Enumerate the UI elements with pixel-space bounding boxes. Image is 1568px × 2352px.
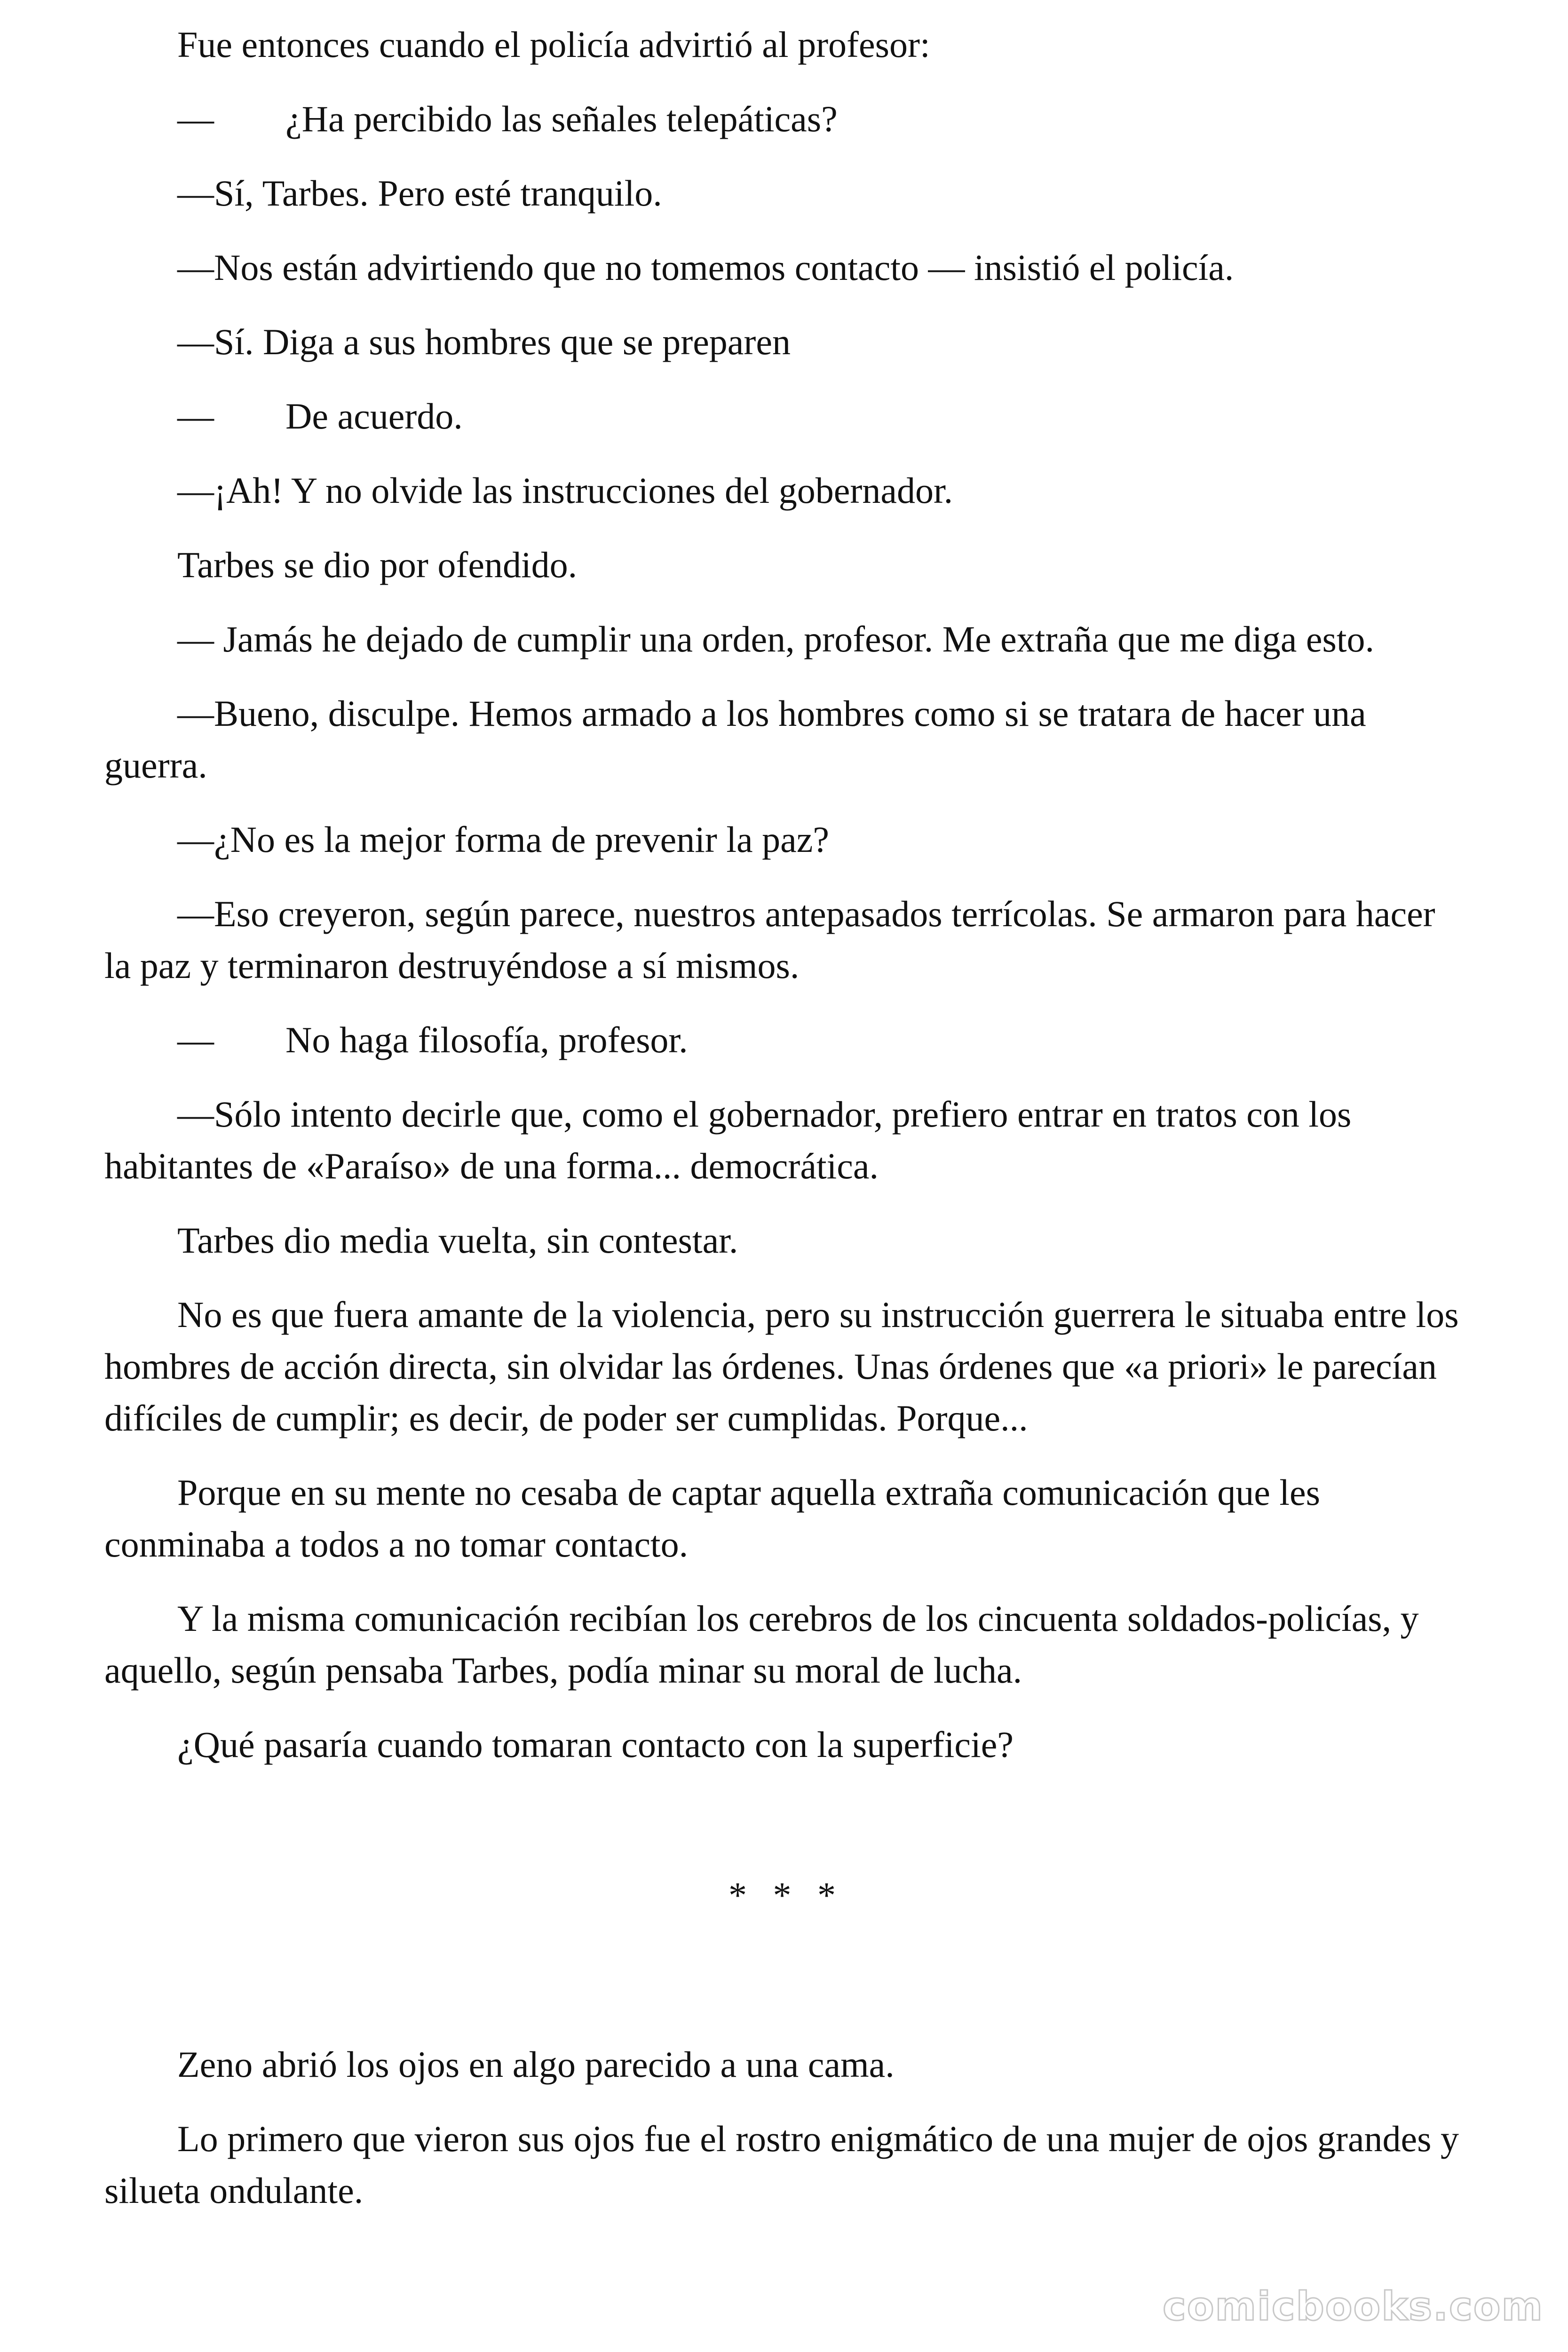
dialogue-dash: —	[177, 396, 214, 437]
paragraph: —Eso creyeron, según parece, nuestros antepasados terrícolas. Se armaron para hacer la paz y terminaron destruyéndose a sí mismos.	[104, 893, 1435, 986]
paragraph: No es que fuera amante de la violencia, pero su instrucción guerrera le situaba entre los hombres de acción directa, sin olvidar las órdenes. Unas órdenes que «a priori» le parecían difíciles de cumplir; es decir, de poder ser cumplidas. Porque...	[104, 1294, 1459, 1438]
scene-separator: * * *	[729, 1875, 844, 1915]
paragraph: —Nos están advirtiendo que no tomemos contacto — insistió el policía.	[177, 247, 1234, 288]
paragraph: —¿No es la mejor forma de prevenir la paz?	[177, 819, 830, 860]
paragraph: Tarbes dio media vuelta, sin contestar.	[177, 1220, 738, 1261]
paragraph: Lo primero que vieron sus ojos fue el rostro enigmático de una mujer de ojos grandes y silueta ondulante.	[104, 2118, 1459, 2211]
paragraph: — Jamás he dejado de cumplir una orden, profesor. Me extraña que me diga esto.	[177, 619, 1375, 660]
paragraph: —¡Ah! Y no olvide las instrucciones del gobernador.	[177, 470, 953, 511]
paragraph: Zeno abrió los ojos en algo parecido a una cama.	[177, 2044, 895, 2085]
dialogue-dash: —	[177, 1019, 214, 1060]
paragraph: Fue entonces cuando el policía advirtió al profesor:	[177, 24, 930, 65]
paragraph: Porque en su mente no cesaba de captar aquella extraña comunicación que les conminaba a todos a no tomar contacto.	[104, 1472, 1320, 1565]
paragraph: Y la misma comunicación recibían los cerebros de los cincuenta soldados-policías, y aquello, según pensaba Tarbes, podía minar su moral de lucha.	[104, 1598, 1419, 1691]
dialogue-line	[104, 390, 1468, 442]
watermark-logo: comicbooks.com	[1163, 2283, 1544, 2329]
dialogue-text: No haga filosofía, profesor.	[285, 1019, 688, 1060]
paragraph: —Sí. Diga a sus hombres que se preparen	[177, 321, 791, 362]
text-block-before-separator	[104, 19, 1468, 1771]
dialogue-dash: —	[177, 98, 214, 139]
paragraph: —Bueno, disculpe. Hemos armado a los hombres como si se tratara de hacer una guerra.	[104, 693, 1366, 786]
paragraph: ¿Qué pasaría cuando tomaran contacto con la superficie?	[177, 1724, 1014, 1765]
paragraph: —Sólo intento decirle que, como el gobernador, prefiero entrar en tratos con los habitantes de «Paraíso» de una forma... democrática.	[104, 1094, 1352, 1186]
book-page	[104, 19, 1468, 2239]
dialogue-text: De acuerdo.	[285, 396, 463, 437]
dialogue-line	[104, 93, 1468, 145]
text-block-after-separator	[104, 2039, 1468, 2217]
paragraph: —Sí, Tarbes. Pero esté tranquilo.	[177, 173, 662, 214]
dialogue-line	[104, 1014, 1468, 1066]
dialogue-text: ¿Ha percibido las señales telepáticas?	[285, 98, 838, 139]
paragraph: Tarbes se dio por ofendido.	[177, 544, 578, 585]
